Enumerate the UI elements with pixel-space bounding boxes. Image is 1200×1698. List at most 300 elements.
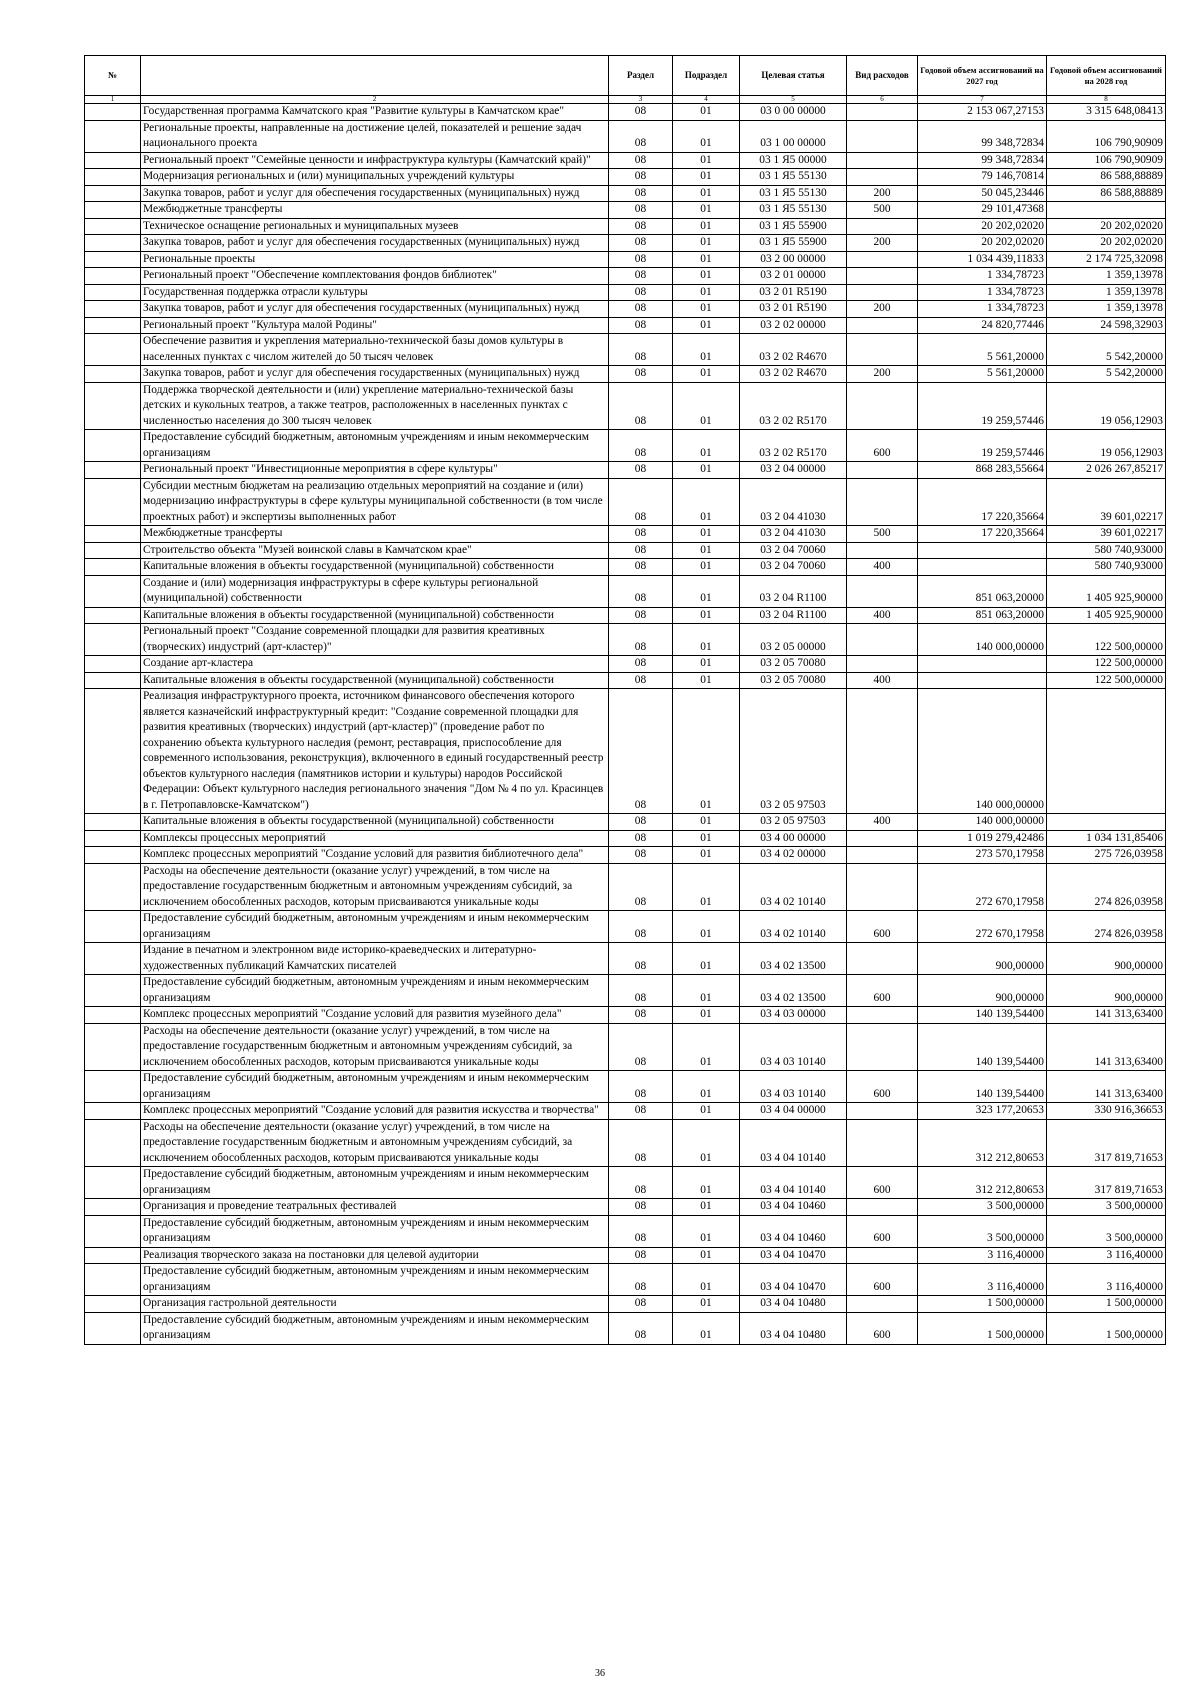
- table-row: [85, 235, 1166, 252]
- column-number: 3: [609, 96, 673, 104]
- amount-2028-cell: 86 588,88889: [1047, 169, 1166, 186]
- row-name-cell: Региональный проект "Культура малой Родины": [141, 317, 609, 334]
- target-article-cell: 03 2 04 70060: [740, 559, 847, 576]
- row-number-cell: [85, 814, 141, 831]
- podrazdel-cell: 01: [673, 382, 740, 430]
- podrazdel-cell: 01: [673, 478, 740, 526]
- row-number-cell: [85, 235, 141, 252]
- expense-type-cell: [847, 575, 918, 607]
- podrazdel-cell: 01: [673, 830, 740, 847]
- amount-2028-cell: 5 542,20000: [1047, 366, 1166, 383]
- expense-type-cell: [847, 656, 918, 673]
- podrazdel-cell: 01: [673, 526, 740, 543]
- podrazdel-cell: 01: [673, 251, 740, 268]
- table-row: [85, 526, 1166, 543]
- row-name-cell: Предоставление субсидий бюджетным, автономным учреждениям и иным некоммерческим организациям: [141, 911, 609, 943]
- amount-2027-cell: 140 139,54400: [918, 1023, 1047, 1071]
- row-number-cell: [85, 1023, 141, 1071]
- target-article-cell: 03 4 04 10460: [740, 1215, 847, 1247]
- row-number-cell: [85, 169, 141, 186]
- razdel-cell: 08: [609, 607, 673, 624]
- amount-2027-cell: 99 348,72834: [918, 120, 1047, 152]
- target-article-cell: 03 4 03 00000: [740, 1007, 847, 1024]
- amount-2027-cell: 1 034 439,11833: [918, 251, 1047, 268]
- target-article-cell: 03 4 04 10480: [740, 1312, 847, 1344]
- row-number-cell: [85, 847, 141, 864]
- column-number: 4: [673, 96, 740, 104]
- expense-type-cell: 600: [847, 1215, 918, 1247]
- podrazdel-cell: 01: [673, 104, 740, 121]
- row-number-cell: [85, 911, 141, 943]
- expense-type-cell: 600: [847, 975, 918, 1007]
- expense-type-cell: 400: [847, 607, 918, 624]
- amount-2027-cell: 900,00000: [918, 943, 1047, 975]
- row-number-cell: [85, 1007, 141, 1024]
- row-number-cell: [85, 943, 141, 975]
- row-number-cell: [85, 975, 141, 1007]
- row-number-cell: [85, 185, 141, 202]
- amount-2028-cell: 1 359,13978: [1047, 284, 1166, 301]
- row-name-cell: Комплекс процессных мероприятий "Создание условий для развития музейного дела": [141, 1007, 609, 1024]
- row-number-cell: [85, 218, 141, 235]
- target-article-cell: 03 4 04 10470: [740, 1264, 847, 1296]
- expense-type-cell: [847, 120, 918, 152]
- amount-2028-cell: 141 313,63400: [1047, 1023, 1166, 1071]
- razdel-cell: 08: [609, 863, 673, 911]
- table-row: [85, 218, 1166, 235]
- razdel-cell: 08: [609, 366, 673, 383]
- row-name-cell: Обеспечение развития и укрепления материально-технической базы домов культуры в населенных пунктах с числом жителей до 50 тысяч человек: [141, 334, 609, 366]
- amount-2028-cell: 317 819,71653: [1047, 1167, 1166, 1199]
- amount-2027-cell: 3 500,00000: [918, 1199, 1047, 1216]
- amount-2027-cell: 272 670,17958: [918, 863, 1047, 911]
- row-number-cell: [85, 1119, 141, 1167]
- target-article-cell: 03 2 00 00000: [740, 251, 847, 268]
- amount-2027-cell: 140 000,00000: [918, 624, 1047, 656]
- target-article-cell: 03 2 05 97503: [740, 814, 847, 831]
- target-article-cell: 03 2 02 00000: [740, 317, 847, 334]
- amount-2028-cell: 1 405 925,90000: [1047, 607, 1166, 624]
- table-row: [85, 1071, 1166, 1103]
- razdel-cell: 08: [609, 317, 673, 334]
- row-name-cell: Поддержка творческой деятельности и (или) укрепление материально-технической базы детских и кукольных театров, а также театров, расположенных в населенных пунктах с численностью населения до 300 тысяч человек: [141, 382, 609, 430]
- amount-2028-cell: 1 359,13978: [1047, 268, 1166, 285]
- table-row: [85, 152, 1166, 169]
- amount-2027-cell: 323 177,20653: [918, 1103, 1047, 1120]
- expense-type-cell: [847, 1199, 918, 1216]
- razdel-cell: 08: [609, 120, 673, 152]
- razdel-cell: 08: [609, 575, 673, 607]
- table-row: [85, 366, 1166, 383]
- table-row: [85, 301, 1166, 318]
- podrazdel-cell: 01: [673, 1023, 740, 1071]
- header-target-article: Целевая статья: [740, 56, 847, 96]
- amount-2027-cell: 29 101,47368: [918, 202, 1047, 219]
- expense-type-cell: [847, 152, 918, 169]
- row-name-cell: Комплекс процессных мероприятий "Создание условий для развития библиотечного дела": [141, 847, 609, 864]
- expense-type-cell: [847, 1023, 918, 1071]
- amount-2027-cell: 851 063,20000: [918, 607, 1047, 624]
- row-name-cell: Межбюджетные трансферты: [141, 202, 609, 219]
- razdel-cell: 08: [609, 542, 673, 559]
- row-number-cell: [85, 689, 141, 814]
- razdel-cell: 08: [609, 1103, 673, 1120]
- razdel-cell: 08: [609, 624, 673, 656]
- podrazdel-cell: 01: [673, 1167, 740, 1199]
- amount-2027-cell: 2 153 067,27153: [918, 104, 1047, 121]
- target-article-cell: 03 4 04 10470: [740, 1247, 847, 1264]
- amount-2027-cell: 312 212,80653: [918, 1119, 1047, 1167]
- table-row: [85, 284, 1166, 301]
- podrazdel-cell: 01: [673, 1103, 740, 1120]
- podrazdel-cell: 01: [673, 268, 740, 285]
- header-name: [141, 56, 609, 96]
- target-article-cell: 03 4 04 10140: [740, 1167, 847, 1199]
- target-article-cell: 03 1 Я5 55900: [740, 235, 847, 252]
- table-row: [85, 863, 1166, 911]
- razdel-cell: 08: [609, 382, 673, 430]
- target-article-cell: 03 1 Я5 55130: [740, 202, 847, 219]
- amount-2028-cell: 24 598,32903: [1047, 317, 1166, 334]
- row-number-cell: [85, 301, 141, 318]
- amount-2028-cell: 317 819,71653: [1047, 1119, 1166, 1167]
- razdel-cell: 08: [609, 943, 673, 975]
- amount-2027-cell: 868 283,55664: [918, 462, 1047, 479]
- expense-type-cell: [847, 218, 918, 235]
- row-name-cell: Техническое оснащение региональных и муниципальных музеев: [141, 218, 609, 235]
- expense-type-cell: [847, 830, 918, 847]
- row-number-cell: [85, 284, 141, 301]
- expense-type-cell: 600: [847, 1071, 918, 1103]
- expense-type-cell: 500: [847, 202, 918, 219]
- razdel-cell: 08: [609, 814, 673, 831]
- target-article-cell: 03 4 02 00000: [740, 847, 847, 864]
- razdel-cell: 08: [609, 1247, 673, 1264]
- amount-2028-cell: 86 588,88889: [1047, 185, 1166, 202]
- row-number-cell: [85, 1264, 141, 1296]
- amount-2028-cell: 141 313,63400: [1047, 1071, 1166, 1103]
- amount-2027-cell: 1 334,78723: [918, 268, 1047, 285]
- row-name-cell: Комплексы процессных мероприятий: [141, 830, 609, 847]
- table-row: [85, 268, 1166, 285]
- podrazdel-cell: 01: [673, 542, 740, 559]
- expense-type-cell: [847, 943, 918, 975]
- amount-2027-cell: 50 045,23446: [918, 185, 1047, 202]
- expense-type-cell: [847, 1103, 918, 1120]
- header-expense-type: Вид расходов: [847, 56, 918, 96]
- table-row: [85, 814, 1166, 831]
- target-article-cell: 03 0 00 00000: [740, 104, 847, 121]
- amount-2027-cell: 140 139,54400: [918, 1007, 1047, 1024]
- row-number-cell: [85, 268, 141, 285]
- razdel-cell: 08: [609, 334, 673, 366]
- amount-2027-cell: 19 259,57446: [918, 430, 1047, 462]
- table-row: [85, 689, 1166, 814]
- table-row: [85, 847, 1166, 864]
- amount-2027-cell: 1 500,00000: [918, 1296, 1047, 1313]
- row-name-cell: Межбюджетные трансферты: [141, 526, 609, 543]
- row-name-cell: Капитальные вложения в объекты государственной (муниципальной) собственности: [141, 672, 609, 689]
- podrazdel-cell: 01: [673, 430, 740, 462]
- podrazdel-cell: 01: [673, 559, 740, 576]
- target-article-cell: 03 4 04 10480: [740, 1296, 847, 1313]
- podrazdel-cell: 01: [673, 911, 740, 943]
- row-number-cell: [85, 1103, 141, 1120]
- podrazdel-cell: 01: [673, 462, 740, 479]
- razdel-cell: 08: [609, 1167, 673, 1199]
- razdel-cell: 08: [609, 672, 673, 689]
- razdel-cell: 08: [609, 430, 673, 462]
- row-name-cell: Закупка товаров, работ и услуг для обеспечения государственных (муниципальных) нужд: [141, 366, 609, 383]
- target-article-cell: 03 1 00 00000: [740, 120, 847, 152]
- page-number: 36: [595, 1668, 605, 1679]
- razdel-cell: 08: [609, 218, 673, 235]
- amount-2027-cell: 900,00000: [918, 975, 1047, 1007]
- podrazdel-cell: 01: [673, 1071, 740, 1103]
- amount-2028-cell: 900,00000: [1047, 943, 1166, 975]
- column-number: 1: [85, 96, 141, 104]
- amount-2028-cell: 3 116,40000: [1047, 1264, 1166, 1296]
- amount-2028-cell: 141 313,63400: [1047, 1007, 1166, 1024]
- amount-2027-cell: 272 670,17958: [918, 911, 1047, 943]
- expense-type-cell: [847, 317, 918, 334]
- razdel-cell: 08: [609, 1215, 673, 1247]
- row-name-cell: Предоставление субсидий бюджетным, автономным учреждениям и иным некоммерческим организациям: [141, 430, 609, 462]
- header-podrazdel: Подраздел: [673, 56, 740, 96]
- expense-type-cell: 200: [847, 235, 918, 252]
- row-number-cell: [85, 202, 141, 219]
- podrazdel-cell: 01: [673, 1215, 740, 1247]
- header-number: №: [85, 56, 141, 96]
- target-article-cell: 03 4 00 00000: [740, 830, 847, 847]
- row-name-cell: Региональные проекты: [141, 251, 609, 268]
- target-article-cell: 03 4 04 00000: [740, 1103, 847, 1120]
- amount-2027-cell: 19 259,57446: [918, 382, 1047, 430]
- table-row: [85, 1119, 1166, 1167]
- amount-2028-cell: 39 601,02217: [1047, 526, 1166, 543]
- target-article-cell: 03 4 02 10140: [740, 911, 847, 943]
- podrazdel-cell: 01: [673, 1119, 740, 1167]
- row-number-cell: [85, 366, 141, 383]
- razdel-cell: 08: [609, 284, 673, 301]
- target-article-cell: 03 2 05 97503: [740, 689, 847, 814]
- row-number-cell: [85, 317, 141, 334]
- row-number-cell: [85, 526, 141, 543]
- razdel-cell: 08: [609, 251, 673, 268]
- table-row: [85, 1199, 1166, 1216]
- expense-type-cell: [847, 863, 918, 911]
- table-row: [85, 169, 1166, 186]
- amount-2028-cell: 275 726,03958: [1047, 847, 1166, 864]
- razdel-cell: 08: [609, 1264, 673, 1296]
- podrazdel-cell: 01: [673, 975, 740, 1007]
- header-2028: Годовой объем ассигнований на 2028 год: [1047, 56, 1166, 96]
- table-row: [85, 251, 1166, 268]
- table-row: [85, 1167, 1166, 1199]
- expense-type-cell: [847, 478, 918, 526]
- row-number-cell: [85, 152, 141, 169]
- table-row: [85, 830, 1166, 847]
- podrazdel-cell: 01: [673, 943, 740, 975]
- table-row: [85, 1247, 1166, 1264]
- expense-type-cell: 600: [847, 1167, 918, 1199]
- expense-type-cell: 600: [847, 430, 918, 462]
- podrazdel-cell: 01: [673, 1247, 740, 1264]
- expense-type-cell: [847, 1247, 918, 1264]
- amount-2028-cell: [1047, 689, 1166, 814]
- podrazdel-cell: 01: [673, 202, 740, 219]
- table-row: [85, 202, 1166, 219]
- target-article-cell: 03 1 Я5 55900: [740, 218, 847, 235]
- table-row: [85, 1215, 1166, 1247]
- target-article-cell: 03 2 05 70080: [740, 656, 847, 673]
- amount-2027-cell: 140 000,00000: [918, 814, 1047, 831]
- amount-2027-cell: 1 019 279,42486: [918, 830, 1047, 847]
- target-article-cell: 03 1 Я5 55130: [740, 185, 847, 202]
- amount-2028-cell: 20 202,02020: [1047, 235, 1166, 252]
- podrazdel-cell: 01: [673, 235, 740, 252]
- amount-2027-cell: 312 212,80653: [918, 1167, 1047, 1199]
- razdel-cell: 08: [609, 169, 673, 186]
- expense-type-cell: [847, 542, 918, 559]
- expense-type-cell: [847, 382, 918, 430]
- expense-type-cell: [847, 624, 918, 656]
- row-name-cell: Расходы на обеспечение деятельности (оказание услуг) учреждений, в том числе на предоставление государственным бюджетным и автономным учреждениям субсидий, за исключением обособленных расходов, которым присваиваются уникальные коды: [141, 1023, 609, 1071]
- row-number-cell: [85, 382, 141, 430]
- podrazdel-cell: 01: [673, 152, 740, 169]
- amount-2027-cell: 79 146,70814: [918, 169, 1047, 186]
- razdel-cell: 08: [609, 152, 673, 169]
- row-name-cell: Закупка товаров, работ и услуг для обеспечения государственных (муниципальных) нужд: [141, 235, 609, 252]
- razdel-cell: 08: [609, 235, 673, 252]
- table-row: [85, 607, 1166, 624]
- podrazdel-cell: 01: [673, 1312, 740, 1344]
- target-article-cell: 03 4 04 10140: [740, 1119, 847, 1167]
- table-row: [85, 334, 1166, 366]
- row-name-cell: Государственная поддержка отрасли культуры: [141, 284, 609, 301]
- amount-2027-cell: [918, 672, 1047, 689]
- row-name-cell: Региональный проект "Инвестиционные мероприятия в сфере культуры": [141, 462, 609, 479]
- column-number: 5: [740, 96, 847, 104]
- row-number-cell: [85, 559, 141, 576]
- row-number-cell: [85, 1312, 141, 1344]
- razdel-cell: 08: [609, 911, 673, 943]
- razdel-cell: 08: [609, 301, 673, 318]
- podrazdel-cell: 01: [673, 317, 740, 334]
- row-name-cell: Предоставление субсидий бюджетным, автономным учреждениям и иным некоммерческим организациям: [141, 1167, 609, 1199]
- expense-type-cell: [847, 1296, 918, 1313]
- expense-type-cell: [847, 1119, 918, 1167]
- target-article-cell: 03 2 04 41030: [740, 526, 847, 543]
- target-article-cell: 03 2 05 00000: [740, 624, 847, 656]
- razdel-cell: 08: [609, 1312, 673, 1344]
- table-row: [85, 104, 1166, 121]
- amount-2028-cell: 2 174 725,32098: [1047, 251, 1166, 268]
- row-name-cell: Региональный проект "Создание современной площадки для развития креативных (творческих) индустрий (арт-кластер)": [141, 624, 609, 656]
- row-name-cell: Строительство объекта "Музей воинской славы в Камчатском крае": [141, 542, 609, 559]
- row-number-cell: [85, 104, 141, 121]
- razdel-cell: 08: [609, 1199, 673, 1216]
- podrazdel-cell: 01: [673, 656, 740, 673]
- amount-2027-cell: 5 561,20000: [918, 334, 1047, 366]
- target-article-cell: 03 2 04 70060: [740, 542, 847, 559]
- podrazdel-cell: 01: [673, 169, 740, 186]
- row-number-cell: [85, 672, 141, 689]
- expense-type-cell: 400: [847, 559, 918, 576]
- razdel-cell: 08: [609, 847, 673, 864]
- razdel-cell: 08: [609, 185, 673, 202]
- row-name-cell: Капитальные вложения в объекты государственной (муниципальной) собственности: [141, 814, 609, 831]
- row-name-cell: Капитальные вложения в объекты государственной (муниципальной) собственности: [141, 607, 609, 624]
- row-name-cell: Закупка товаров, работ и услуг для обеспечения государственных (муниципальных) нужд: [141, 301, 609, 318]
- amount-2028-cell: 106 790,90909: [1047, 152, 1166, 169]
- podrazdel-cell: 01: [673, 1296, 740, 1313]
- podrazdel-cell: 01: [673, 607, 740, 624]
- table-row: [85, 1296, 1166, 1313]
- expense-type-cell: 600: [847, 1264, 918, 1296]
- target-article-cell: 03 2 01 00000: [740, 268, 847, 285]
- table-row: [85, 430, 1166, 462]
- target-article-cell: 03 2 04 41030: [740, 478, 847, 526]
- row-name-cell: Создание арт-кластера: [141, 656, 609, 673]
- amount-2027-cell: 140 000,00000: [918, 689, 1047, 814]
- row-number-cell: [85, 1167, 141, 1199]
- expense-type-cell: [847, 1007, 918, 1024]
- target-article-cell: 03 2 04 R1100: [740, 575, 847, 607]
- amount-2028-cell: 580 740,93000: [1047, 542, 1166, 559]
- row-number-cell: [85, 1071, 141, 1103]
- target-article-cell: 03 2 05 70080: [740, 672, 847, 689]
- row-number-cell: [85, 251, 141, 268]
- podrazdel-cell: 01: [673, 1007, 740, 1024]
- column-number: 2: [141, 96, 609, 104]
- header-row: [85, 56, 1166, 96]
- amount-2027-cell: 3 500,00000: [918, 1215, 1047, 1247]
- amount-2028-cell: 19 056,12903: [1047, 382, 1166, 430]
- row-number-cell: [85, 1247, 141, 1264]
- row-name-cell: Модернизация региональных и (или) муниципальных учреждений культуры: [141, 169, 609, 186]
- amount-2027-cell: 273 570,17958: [918, 847, 1047, 864]
- target-article-cell: 03 4 03 10140: [740, 1023, 847, 1071]
- row-name-cell: Организация и проведение театральных фестивалей: [141, 1199, 609, 1216]
- table-body: [85, 104, 1166, 1345]
- razdel-cell: 08: [609, 559, 673, 576]
- table-row: [85, 462, 1166, 479]
- podrazdel-cell: 01: [673, 575, 740, 607]
- row-number-cell: [85, 542, 141, 559]
- target-article-cell: 03 2 02 R4670: [740, 366, 847, 383]
- podrazdel-cell: 01: [673, 847, 740, 864]
- expense-type-cell: [847, 847, 918, 864]
- row-name-cell: Предоставление субсидий бюджетным, автономным учреждениям и иным некоммерческим организациям: [141, 1215, 609, 1247]
- podrazdel-cell: 01: [673, 366, 740, 383]
- row-name-cell: Реализация творческого заказа на постановки для целевой аудитории: [141, 1247, 609, 1264]
- expense-type-cell: [847, 462, 918, 479]
- expense-type-cell: 600: [847, 1312, 918, 1344]
- amount-2027-cell: 5 561,20000: [918, 366, 1047, 383]
- row-name-cell: Комплекс процессных мероприятий "Создание условий для развития искусства и творчества": [141, 1103, 609, 1120]
- expense-type-cell: [847, 334, 918, 366]
- table-row: [85, 478, 1166, 526]
- row-name-cell: Предоставление субсидий бюджетным, автономным учреждениям и иным некоммерческим организациям: [141, 1312, 609, 1344]
- table-row: [85, 672, 1166, 689]
- amount-2028-cell: 122 500,00000: [1047, 656, 1166, 673]
- razdel-cell: 08: [609, 104, 673, 121]
- razdel-cell: 08: [609, 1119, 673, 1167]
- podrazdel-cell: 01: [673, 120, 740, 152]
- expense-type-cell: [847, 104, 918, 121]
- table-row: [85, 624, 1166, 656]
